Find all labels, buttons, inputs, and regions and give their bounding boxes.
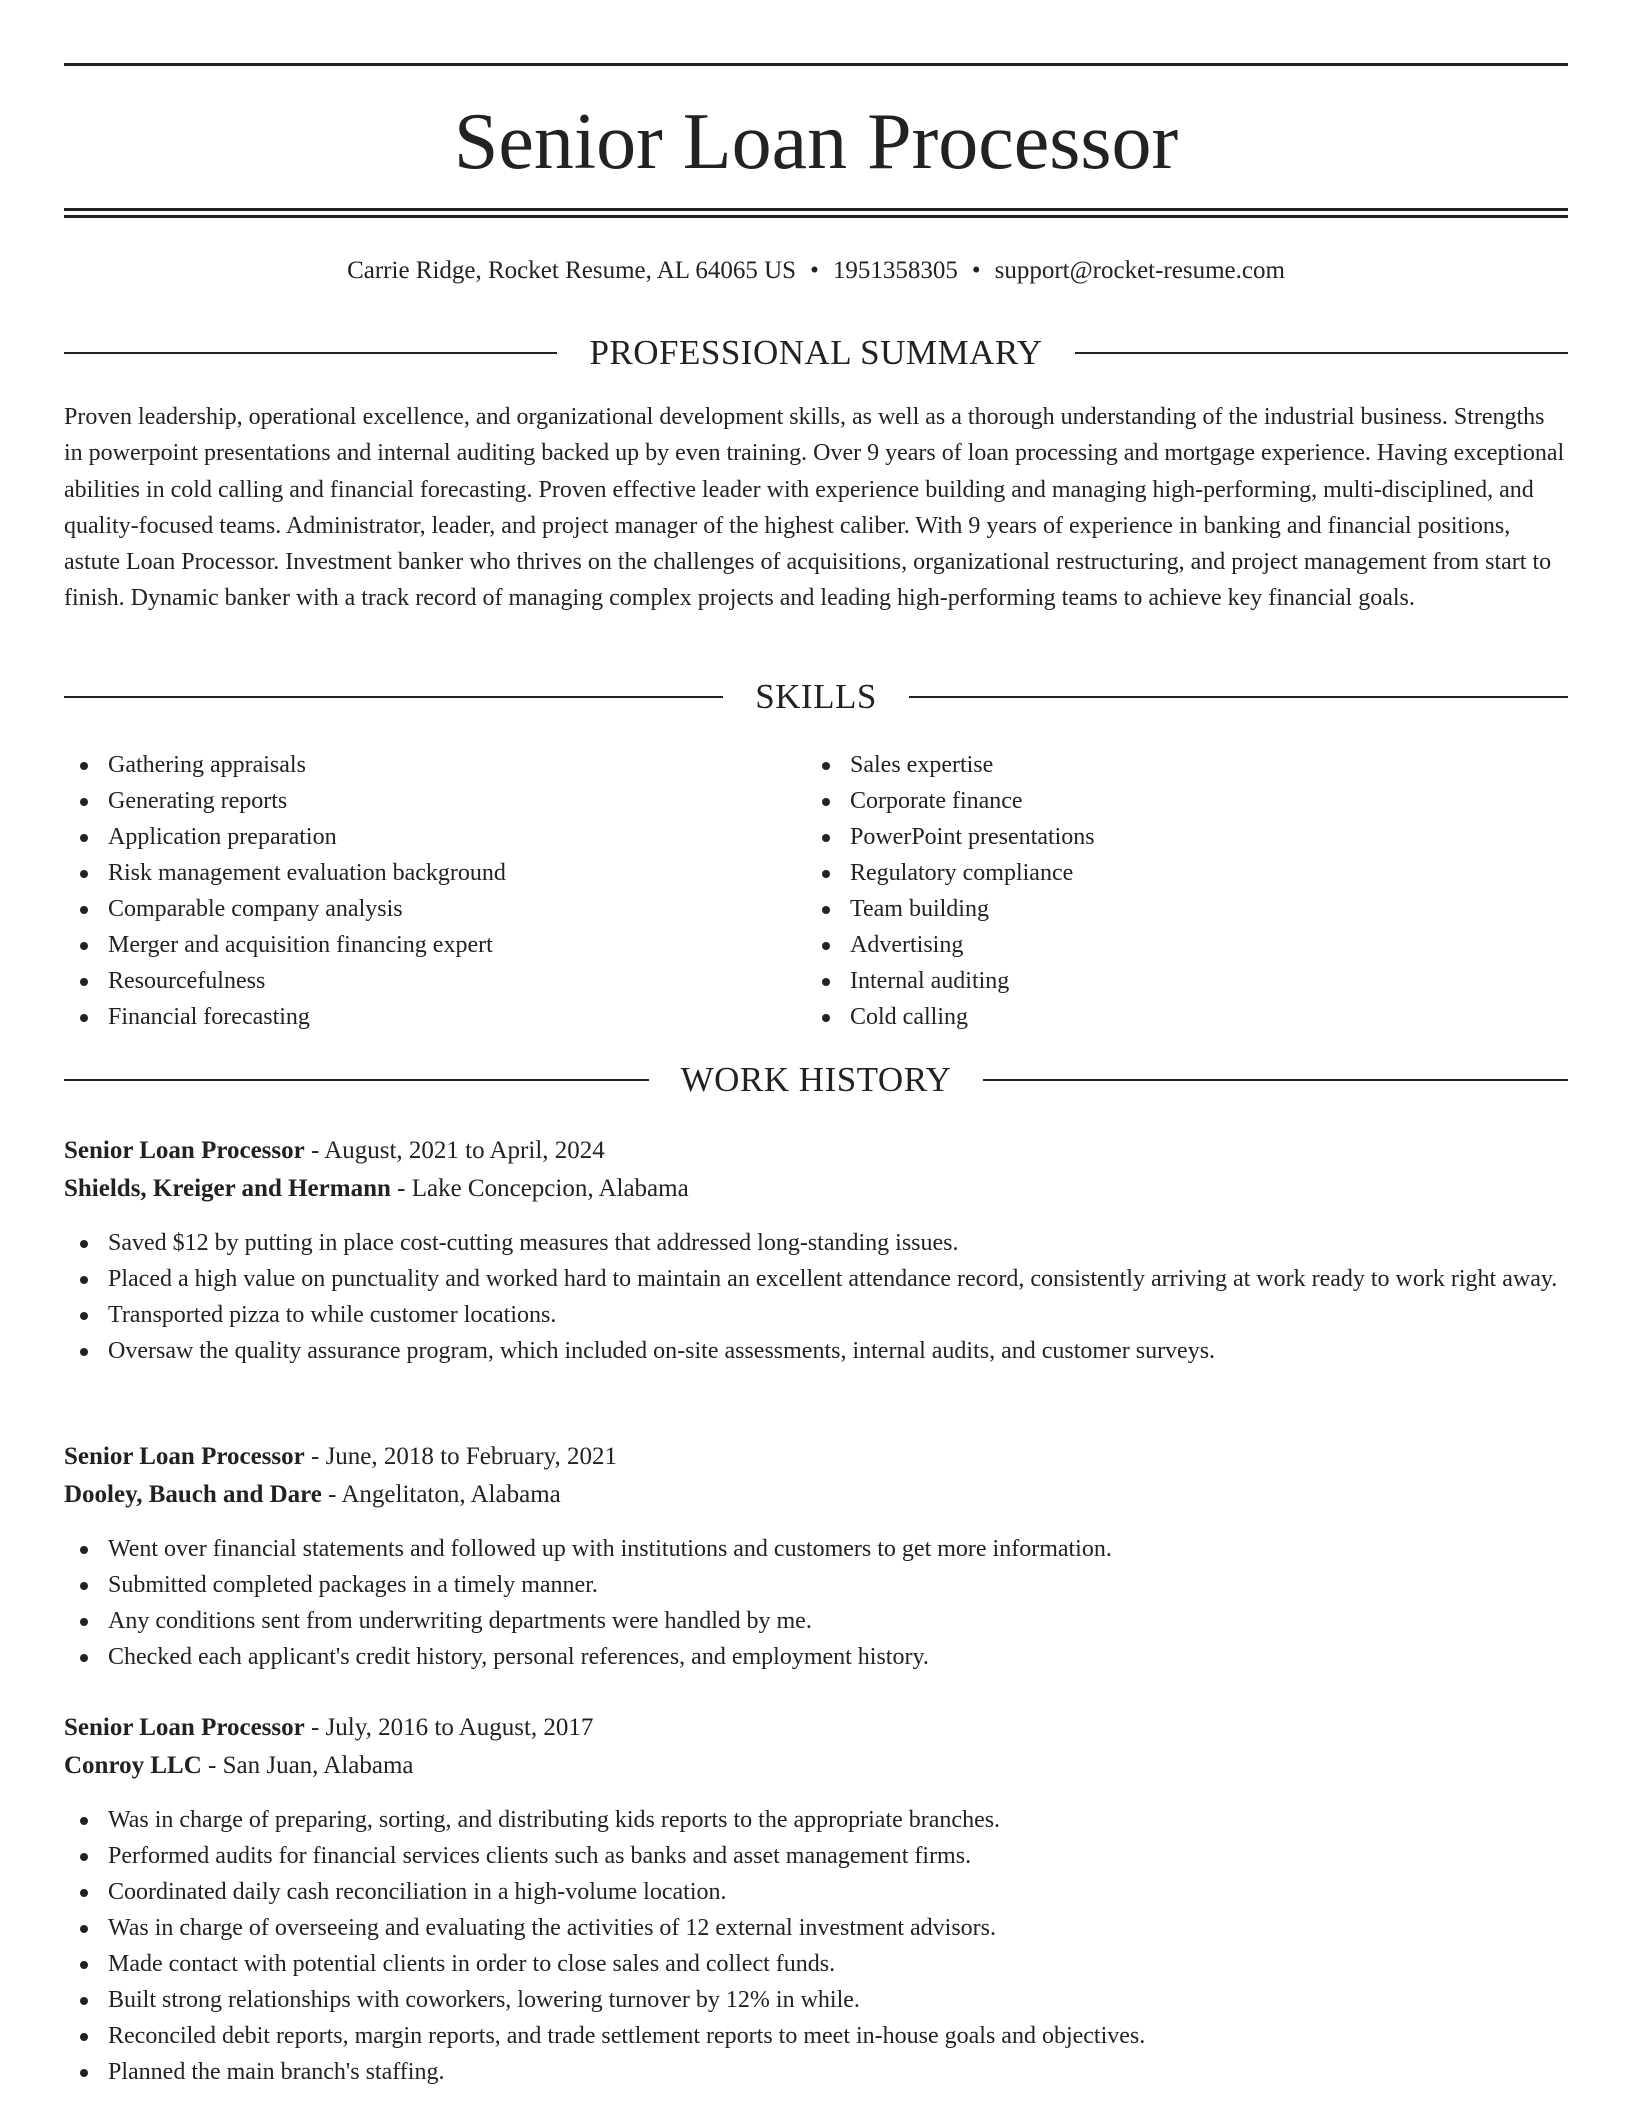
job-bullet: Coordinated daily cash reconciliation in a high-volume location. (64, 1874, 1568, 1910)
job-title: Senior Loan Processor (64, 1443, 305, 1470)
skill-item: Comparable company analysis (64, 891, 804, 927)
skills-list-right (806, 747, 1546, 1035)
skill-item: Financial forecasting (64, 999, 804, 1035)
job-bullet: Oversaw the quality assurance program, which included on-site assessments, internal audits, and customer surveys. (64, 1333, 1568, 1369)
skill-item: Merger and acquisition financing expert (64, 927, 804, 963)
resume-title: Senior Loan Processor (453, 98, 1179, 186)
contact-separator: • (810, 257, 819, 284)
job-bullet: Checked each applicant's credit history, personal references, and employment history. (64, 1639, 1568, 1675)
heading-rule (64, 352, 557, 354)
job-bullet: Planned the main branch's staffing. (64, 2054, 1568, 2090)
section-title: PROFESSIONAL SUMMARY (589, 333, 1043, 372)
contact-line (64, 254, 1568, 288)
job-location: - Lake Concepcion, Alabama (390, 1175, 689, 1202)
job-title-line (64, 1438, 1568, 1476)
job-bullet: Built strong relationships with coworkers, lowering turnover by 12% in while. (64, 1982, 1568, 2018)
job-location: - San Juan, Alabama (201, 1752, 414, 1779)
skill-item: Regulatory compliance (806, 855, 1546, 891)
summary-text: Proven leadership, operational excellence, and organizational development skills, as well as a thorough understanding of the industrial business. Strengths in powerpoint presentations and internal auditing backed up by even training. Over 9 years of loan processing and mortgage experience. Having exceptional abilities in cold calling and financial forecasting. Proven effective leader with experience building and managing high-performing, multi-disciplined, and quality-focused teams. Administrator, leader, and project manager of the highest caliber. With 9 years of experience in banking and financial positions, astute Loan Processor. Investment banker who thrives on the challenges of acquisitions, organizational restructuring, and project management from start to finish. Dynamic banker with a track record of managing complex projects and leading high-performing teams to achieve key financial goals. (64, 404, 1565, 612)
skill-item: PowerPoint presentations (806, 819, 1546, 855)
job-bullet: Went over financial statements and followed up with institutions and customers to get more information. (64, 1531, 1568, 1567)
job-dates: - July, 2016 to August, 2017 (304, 1714, 594, 1741)
contact-separator: • (971, 257, 981, 284)
heading-rule (64, 696, 723, 698)
skill-item: Advertising (806, 927, 1546, 963)
header-bottom-rule-double (64, 215, 1568, 218)
job-bullet: Saved $12 by putting in place cost-cutting measures that addressed long-standing issues. (64, 1225, 1568, 1261)
job-bullet: Submitted completed packages in a timely manner. (64, 1567, 1568, 1603)
job-bullet: Made contact with potential clients in order to close sales and collect funds. (64, 1946, 1568, 1982)
skill-item: Generating reports (64, 783, 804, 819)
skill-item: Team building (806, 891, 1546, 927)
job-bullets (64, 1802, 1568, 2090)
job-bullet: Was in charge of overseeing and evaluating the activities of 12 external investment advisors. (64, 1910, 1568, 1946)
job-company: Conroy LLC (64, 1752, 202, 1779)
header-top-rule (64, 63, 1568, 66)
skill-item: Cold calling (806, 999, 1546, 1035)
job-title-line (64, 1132, 1568, 1170)
skills-list-left (64, 747, 804, 1035)
skill-item: Risk management evaluation background (64, 855, 804, 891)
contact-address: Carrie Ridge, Rocket Resume, AL 64065 US (347, 257, 797, 284)
heading-rule (909, 696, 1568, 698)
job-dates: - June, 2018 to February, 2021 (304, 1443, 617, 1470)
section-title: SKILLS (755, 677, 877, 716)
skill-item: Gathering appraisals (64, 747, 804, 783)
job-company-line (64, 1170, 1568, 1208)
heading-rule (64, 1079, 649, 1081)
skill-item: Internal auditing (806, 963, 1546, 999)
heading-rule (983, 1079, 1568, 1081)
job-bullet: Transported pizza to while customer locations. (64, 1297, 1568, 1333)
skill-item: Sales expertise (806, 747, 1546, 783)
section-heading-summary (64, 333, 1568, 373)
skill-item: Corporate finance (806, 783, 1546, 819)
job-company: Dooley, Bauch and Dare (64, 1481, 322, 1508)
skill-item: Resourcefulness (64, 963, 804, 999)
skill-item: Application preparation (64, 819, 804, 855)
job-location: - Angelitaton, Alabama (321, 1481, 561, 1508)
job-bullet: Placed a high value on punctuality and worked hard to maintain an excellent attendance record, consistently arriving at work ready to work right away. (64, 1261, 1568, 1297)
job-company-line (64, 1747, 1568, 1785)
job-bullet: Was in charge of preparing, sorting, and distributing kids reports to the appropriate branches. (64, 1802, 1568, 1838)
job-bullets (64, 1225, 1568, 1369)
job-company: Shields, Kreiger and Hermann (64, 1175, 391, 1202)
section-heading-skills (64, 677, 1568, 717)
job-title: Senior Loan Processor (64, 1137, 305, 1164)
job-bullet: Any conditions sent from underwriting departments were handled by me. (64, 1603, 1568, 1639)
job-title: Senior Loan Processor (64, 1714, 305, 1741)
job-bullets (64, 1531, 1568, 1675)
heading-rule (1075, 352, 1568, 354)
job-bullet: Performed audits for financial services clients such as banks and asset management firms. (64, 1838, 1568, 1874)
job-title-line (64, 1709, 1568, 1747)
job-company-line (64, 1476, 1568, 1514)
job-dates: - August, 2021 to April, 2024 (304, 1137, 605, 1164)
section-heading-work-history (64, 1060, 1568, 1100)
contact-phone: 1951358305 (832, 257, 958, 284)
header-bottom-rule (64, 208, 1568, 211)
job-bullet: Reconciled debit reports, margin reports, and trade settlement reports to meet in-house goals and objectives. (64, 2018, 1568, 2054)
section-title: WORK HISTORY (680, 1060, 952, 1099)
contact-email[interactable]: support@rocket-resume.com (994, 257, 1285, 284)
